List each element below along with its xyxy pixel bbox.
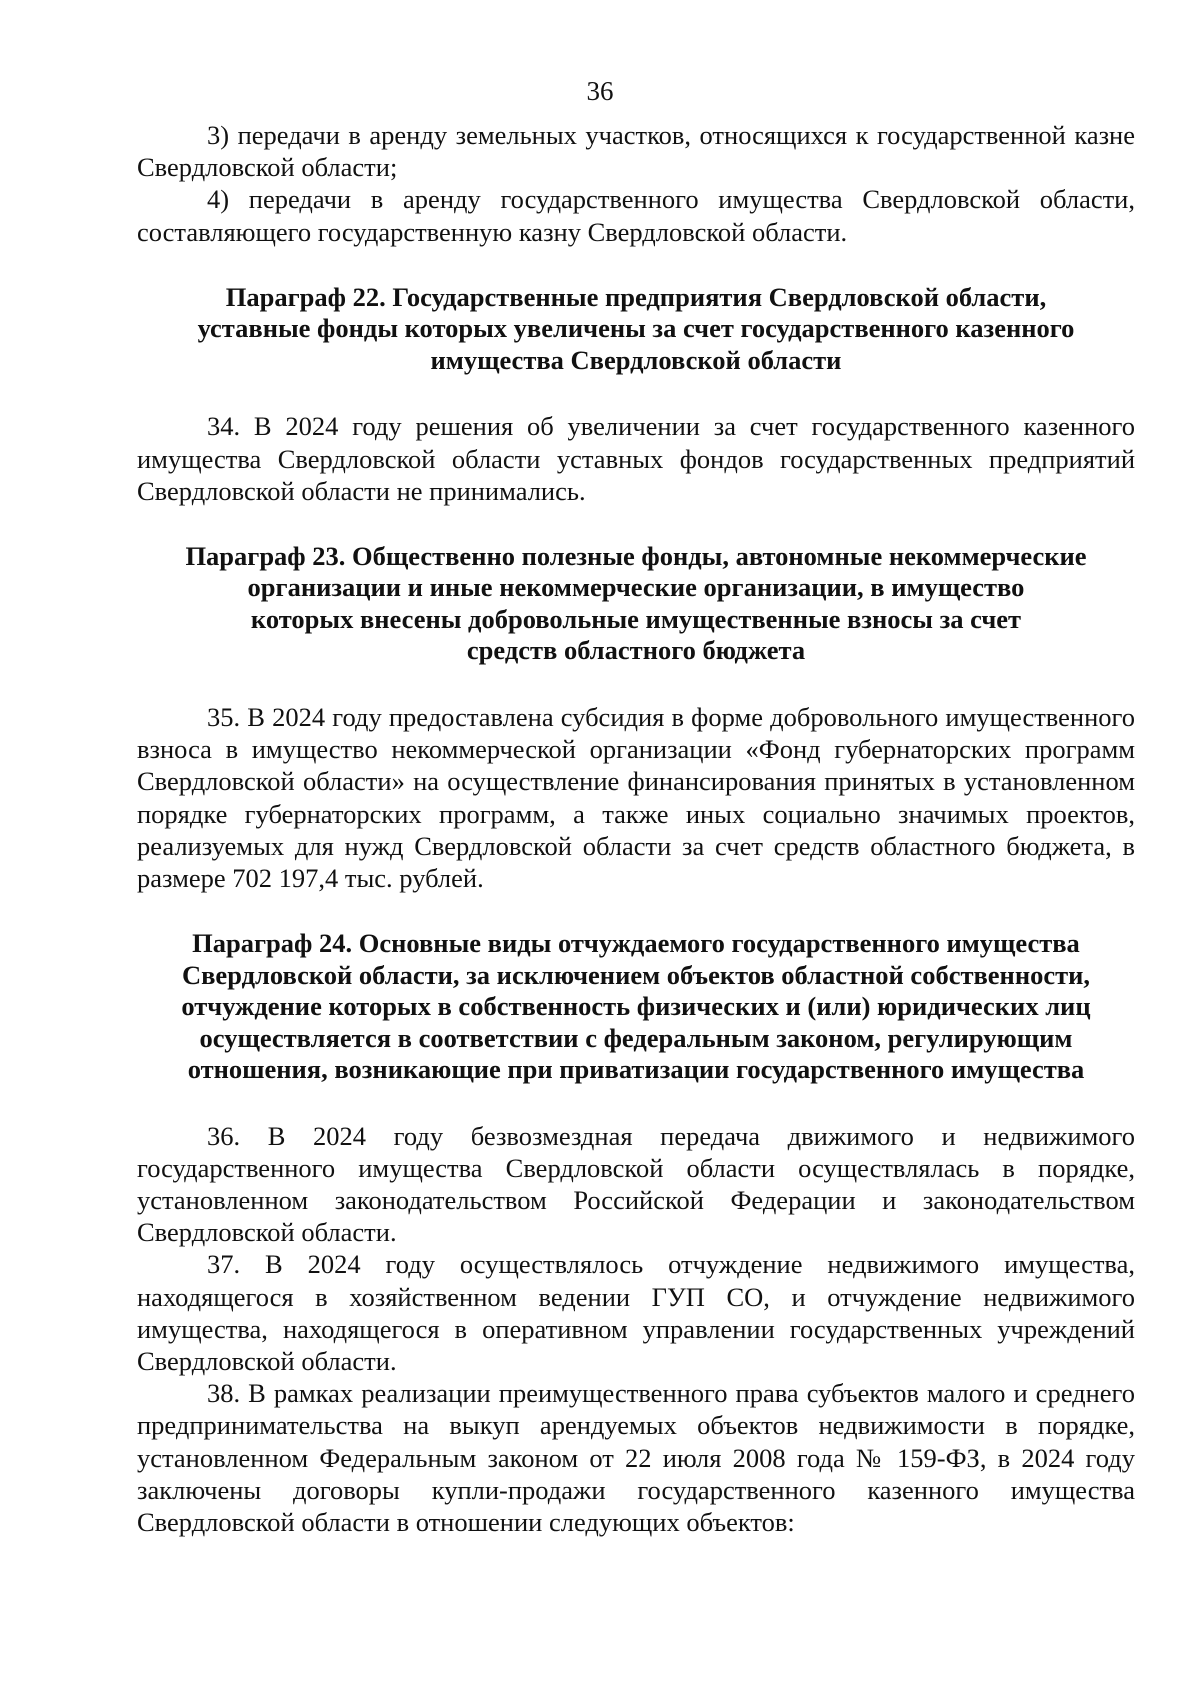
heading-line: имущества Свердловской области: [430, 344, 842, 375]
item-35: 35. В 2024 году предоставлена субсидия в форме добровольного имущественного взноса в имущество некоммерческой организации «Фонд губернаторских программ Свердловской области» на осуществление финансирования принятых в установленном порядке губернаторских программ, а также иных социально значимых проектов, реализуемых для нужд Свердловской области за счет средств областного бюджета, в размере 702 197,4 тыс. рублей.: [137, 701, 1135, 893]
heading-line: которых внесены добровольные имущественные взносы за счет: [250, 603, 1022, 634]
paragraph-23-heading: [137, 541, 1135, 667]
paragraph-24-heading: [137, 928, 1135, 1086]
heading-line: уставные фонды которых увеличены за счет государственного казенного: [197, 313, 1075, 344]
heading-line: Параграф 23. Общественно полезные фонды, автономные некоммерческие: [185, 540, 1087, 571]
paragraph-22-heading: [137, 282, 1135, 377]
document-body: [137, 119, 1135, 1538]
list-item-4: 4) передачи в аренду государственного имущества Свердловской области, составляющего государственную казну Свердловской области.: [137, 184, 1135, 247]
heading-line: Параграф 24. Основные виды отчуждаемого государственного имущества: [192, 928, 1080, 959]
list-item-3: 3) передачи в аренду земельных участков, относящихся к государственной казне Свердловской области;: [137, 120, 1135, 183]
page-number: 36: [586, 76, 614, 106]
item-37: 37. В 2024 году осуществлялось отчуждение недвижимого имущества, находящегося в хозяйственном ведении ГУП СО, и отчуждение недвижимого имущества, находящегося в оперативном управлении государственных учреждений Свердловской области.: [137, 1249, 1135, 1377]
heading-line: организации и иные некоммерческие организации, в имущество: [247, 572, 1025, 603]
heading-line: Параграф 22. Государственные предприятия Свердловской области,: [225, 281, 1047, 312]
item-34: 34. В 2024 году решения об увеличении за счет государственного казенного имущества Свердловской области уставных фондов государственных предприятий Свердловской области не принимались.: [137, 411, 1135, 506]
item-38: 38. В рамках реализации преимущественного права субъектов малого и среднего предпринимательства на выкуп арендуемых объектов недвижимости в порядке, установленном Федеральным законом от 22 июля 2008 года № 159-ФЗ, в 2024 году заключены договоры купли-продажи государственного казенного имущества Свердловской области в отношении следующих объектов:: [137, 1378, 1135, 1538]
heading-line: Свердловской области, за исключением объектов областной собственности,: [181, 959, 1091, 990]
heading-line: средств областного бюджета: [466, 635, 806, 666]
heading-line: отношения, возникающие при приватизации государственного имущества: [187, 1054, 1085, 1085]
item-36: 36. В 2024 году безвозмездная передача движимого и недвижимого государственного имущества Свердловской области осуществлялась в порядке, установленном законодательством Российской Федерации и законодательством Свердловской области.: [137, 1120, 1135, 1248]
heading-line: осуществляется в соответствии с федеральным законом, регулирующим: [199, 1022, 1073, 1053]
heading-line: отчуждение которых в собственность физических и (или) юридических лиц: [181, 991, 1091, 1022]
